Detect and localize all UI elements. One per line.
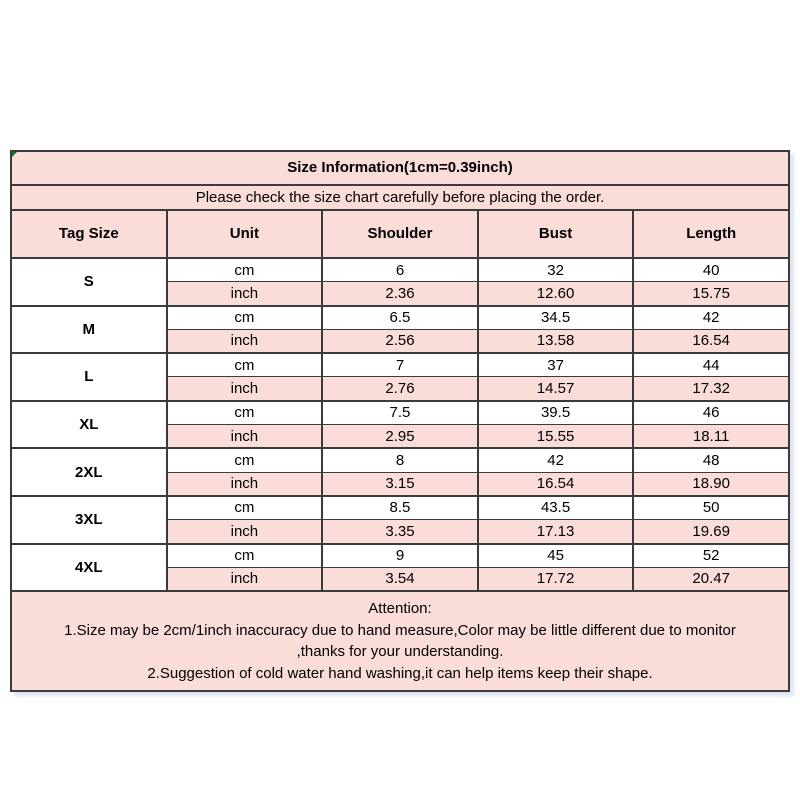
value-cell: 44 xyxy=(633,353,789,377)
unit-cell-cm: cm xyxy=(167,448,323,472)
value-cell: 3.15 xyxy=(322,472,478,496)
table-row xyxy=(11,401,789,425)
tag-size-cell: L xyxy=(11,353,167,401)
table-row xyxy=(11,544,789,568)
size-chart xyxy=(10,150,790,692)
attention-heading: Attention: xyxy=(368,600,432,618)
unit-cell-inch: inch xyxy=(167,377,323,401)
col-header-bust: Bust xyxy=(478,210,634,258)
value-cell: 15.55 xyxy=(478,425,634,449)
value-cell: 17.13 xyxy=(478,520,634,544)
table-row xyxy=(11,353,789,377)
value-cell: 42 xyxy=(478,448,634,472)
tag-size-cell: M xyxy=(11,306,167,354)
tag-size-cell: 4XL xyxy=(11,544,167,592)
value-cell: 9 xyxy=(322,544,478,568)
value-cell: 42 xyxy=(633,306,789,330)
value-cell: 16.54 xyxy=(633,329,789,353)
col-header-length: Length xyxy=(633,210,789,258)
value-cell: 6.5 xyxy=(322,306,478,330)
unit-cell-inch: inch xyxy=(167,425,323,449)
value-cell: 2.56 xyxy=(322,329,478,353)
value-cell: 16.54 xyxy=(478,472,634,496)
subtitle-row xyxy=(11,185,789,210)
value-cell: 18.90 xyxy=(633,472,789,496)
value-cell: 14.57 xyxy=(478,377,634,401)
table-row xyxy=(11,496,789,520)
value-cell: 3.54 xyxy=(322,567,478,591)
value-cell: 20.47 xyxy=(633,567,789,591)
value-cell: 39.5 xyxy=(478,401,634,425)
col-header-unit: Unit xyxy=(167,210,323,258)
attention-row xyxy=(11,591,789,691)
attention-line: 1.Size may be 2cm/1inch inaccuracy due to hand measure,Color may be little different due to monitor xyxy=(64,621,736,639)
value-cell: 2.36 xyxy=(322,282,478,306)
unit-cell-cm: cm xyxy=(167,496,323,520)
unit-cell-inch: inch xyxy=(167,520,323,544)
value-cell: 2.95 xyxy=(322,425,478,449)
value-cell: 7 xyxy=(322,353,478,377)
unit-cell-cm: cm xyxy=(167,401,323,425)
value-cell: 15.75 xyxy=(633,282,789,306)
table-row xyxy=(11,306,789,330)
unit-cell-inch: inch xyxy=(167,567,323,591)
value-cell: 40 xyxy=(633,258,789,282)
value-cell: 46 xyxy=(633,401,789,425)
attention-box xyxy=(11,591,789,691)
value-cell: 48 xyxy=(633,448,789,472)
size-info-title: Size Information(1cm=0.39inch) xyxy=(287,159,513,177)
value-cell: 17.72 xyxy=(478,567,634,591)
size-table xyxy=(10,150,790,692)
unit-cell-cm: cm xyxy=(167,353,323,377)
col-header-shoulder: Shoulder xyxy=(322,210,478,258)
value-cell: 18.11 xyxy=(633,425,789,449)
value-cell: 50 xyxy=(633,496,789,520)
value-cell: 17.32 xyxy=(633,377,789,401)
value-cell: 52 xyxy=(633,544,789,568)
unit-cell-cm: cm xyxy=(167,258,323,282)
unit-cell-inch: inch xyxy=(167,472,323,496)
cell-corner-marker xyxy=(12,152,17,157)
table-row xyxy=(11,448,789,472)
header-row xyxy=(11,210,789,258)
value-cell: 45 xyxy=(478,544,634,568)
value-cell: 34.5 xyxy=(478,306,634,330)
tag-size-cell: S xyxy=(11,258,167,306)
value-cell: 19.69 xyxy=(633,520,789,544)
attention-line: ,thanks for your understanding. xyxy=(296,643,504,661)
value-cell: 3.35 xyxy=(322,520,478,544)
value-cell: 2.76 xyxy=(322,377,478,401)
value-cell: 8 xyxy=(322,448,478,472)
value-cell: 37 xyxy=(478,353,634,377)
value-cell: 6 xyxy=(322,258,478,282)
col-header-tag-size: Tag Size xyxy=(11,210,167,258)
unit-cell-cm: cm xyxy=(167,544,323,568)
value-cell: 13.58 xyxy=(478,329,634,353)
value-cell: 8.5 xyxy=(322,496,478,520)
value-cell: 43.5 xyxy=(478,496,634,520)
attention-line: 2.Suggestion of cold water hand washing,it can help items keep their shape. xyxy=(147,664,653,682)
tag-size-cell: 3XL xyxy=(11,496,167,544)
subtitle-note: Please check the size chart carefully before placing the order. xyxy=(11,185,789,210)
tag-size-cell: 2XL xyxy=(11,448,167,496)
tag-size-cell: XL xyxy=(11,401,167,449)
unit-cell-cm: cm xyxy=(167,306,323,330)
table-row xyxy=(11,258,789,282)
unit-cell-inch: inch xyxy=(167,329,323,353)
value-cell: 7.5 xyxy=(322,401,478,425)
title-row xyxy=(11,151,789,185)
value-cell: 12.60 xyxy=(478,282,634,306)
value-cell: 32 xyxy=(478,258,634,282)
unit-cell-inch: inch xyxy=(167,282,323,306)
size-info-title-cell xyxy=(11,151,789,185)
